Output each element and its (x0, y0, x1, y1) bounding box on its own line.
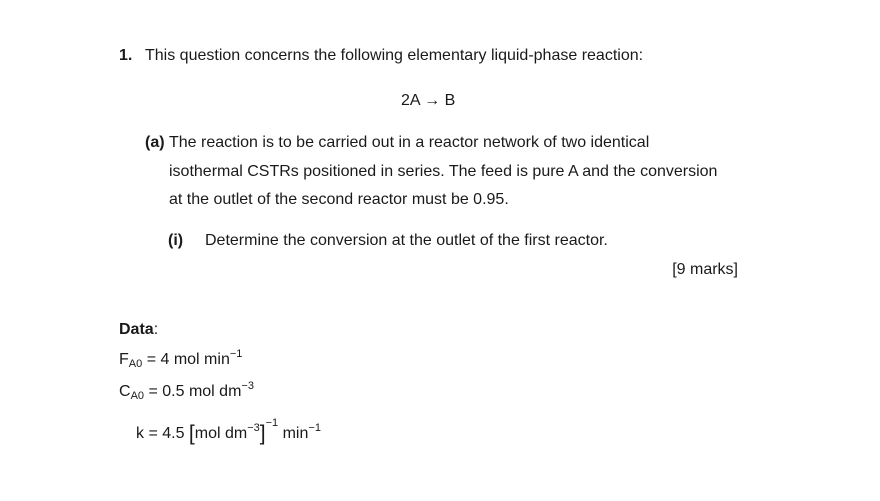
marks-label: [9 marks] (672, 261, 738, 278)
data-heading: Data: (119, 321, 159, 338)
subpart-i-label: (i) (168, 232, 184, 249)
part-a-line-3: at the outlet of the second reactor must be 0.95. (169, 191, 509, 208)
part-a-label: (a) (145, 134, 165, 151)
ca0-equation: $C_{A0} = 0.5$ mol $dm^{-3}$ (119, 380, 254, 402)
rate-constant-equation: k = 4.5 [mol $dm^{-3}]^{-1}$ $\min^{-1}$ (136, 417, 321, 445)
part-a-line-2: isothermal CSTRs positioned in series. The feed is pure A and the conversion (169, 163, 718, 180)
part-a-line-1: The reaction is to be carried out in a reactor network of two identical (169, 134, 650, 151)
question-number: 1. (119, 47, 133, 64)
reaction-equation: 2A → B (401, 92, 456, 109)
question-text: This question concerns the following elementary liquid-phase reaction: (145, 47, 644, 64)
fa0-equation: $F_{A0} = 4$ mol $\min^{-1}$ (119, 348, 243, 370)
subpart-i-text: Determine the conversion at the outlet of the first reactor. (205, 232, 608, 249)
